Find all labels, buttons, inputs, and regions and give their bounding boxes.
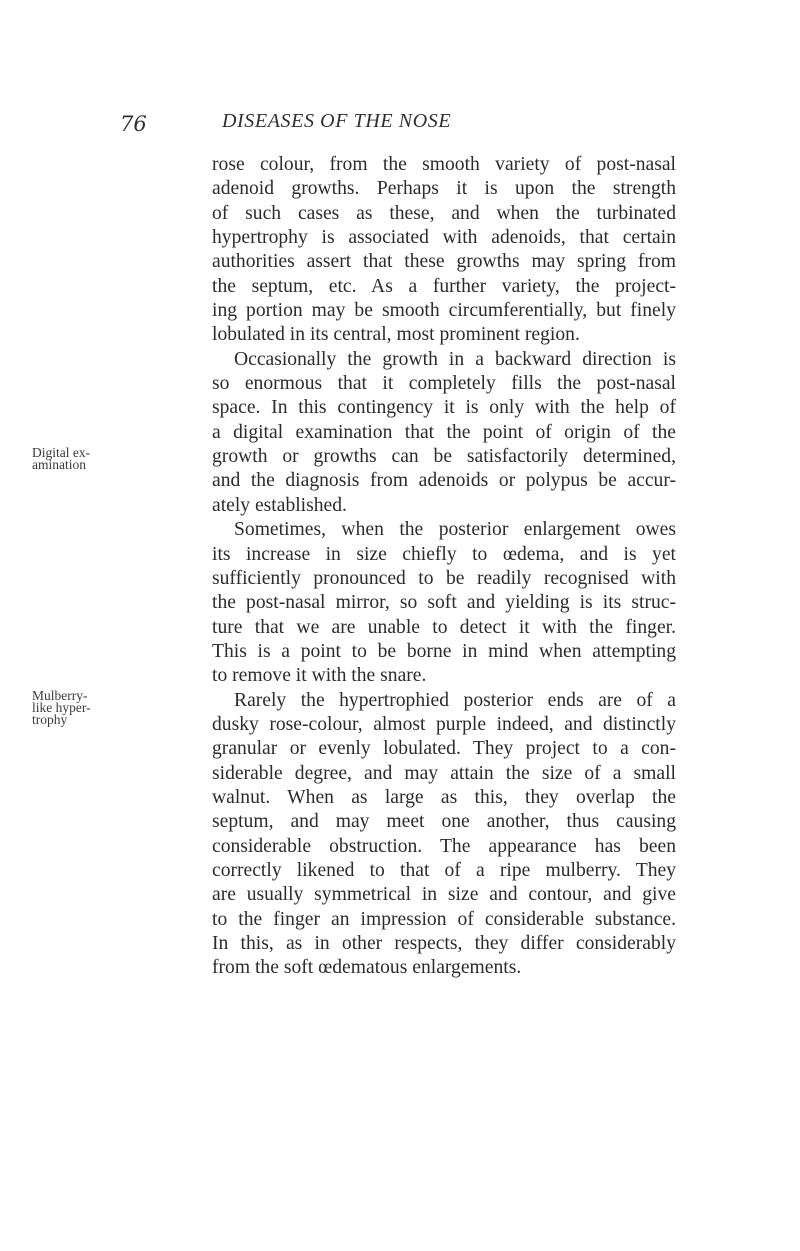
paragraph-start-line: Rarely the hypertrophied posterior ends are of a xyxy=(234,689,676,711)
text-line: siderable degree, and may attain the size of a small xyxy=(212,762,676,784)
margin-note-line: Mulberry- xyxy=(32,688,88,703)
text-line: from the soft œdematous enlargements. xyxy=(212,957,522,979)
text-line: ately established. xyxy=(212,494,347,516)
paragraph-start-line: Sometimes, when the posterior enlargement owes xyxy=(234,519,676,541)
text-line: authorities assert that these growths may spring from xyxy=(212,251,676,273)
text-line: In this, as in other respects, they differ considerably xyxy=(212,933,676,954)
text-line: adenoid growths. Perhaps it is upon the strength xyxy=(212,178,676,200)
running-title: DISEASES OF THE NOSE xyxy=(222,110,452,132)
text-line: ture that we are unable to detect it with the finger. xyxy=(212,616,676,638)
text-line: granular or evenly lobulated. They project to a con- xyxy=(212,738,676,760)
text-line: walnut. When as large as this, they overlap the xyxy=(212,786,676,808)
margin-note-line: Digital ex- xyxy=(32,445,91,460)
text-line: a digital examination that the point of origin of the xyxy=(212,421,676,443)
margin-note-line: trophy xyxy=(32,712,68,727)
text-line: septum, and may meet one another, thus causing xyxy=(212,811,676,833)
text-line: the septum, etc. As a further variety, the project- xyxy=(212,275,676,297)
text-line: This is a point to be borne in mind when attempting xyxy=(212,640,676,662)
text-line: to remove it with the snare. xyxy=(212,665,427,687)
text-line: are usually symmetrical in size and contour, and give xyxy=(212,884,676,906)
text-line: growth or growths can be satisfactorily determined, xyxy=(212,446,676,468)
text-line: the post-nasal mirror, so soft and yielding is its struc- xyxy=(212,592,676,614)
text-line: hypertrophy is associated with adenoids, that certain xyxy=(212,227,676,249)
body-text xyxy=(212,153,676,981)
page-number: 76 xyxy=(120,112,147,136)
margin-note-line: amination xyxy=(32,457,86,472)
text-line: so enormous that it completely fills the post-nasal xyxy=(212,373,676,395)
text-line: rose colour, from the smooth variety of post-nasal xyxy=(212,154,676,175)
text-line: and the diagnosis from adenoids or polypus be accur- xyxy=(212,470,676,492)
margin-note-mulberry-hypertrophy xyxy=(32,690,122,726)
text-line: considerable obstruction. The appearance has been xyxy=(212,835,676,857)
text-line: lobulated in its central, most prominent region. xyxy=(212,324,580,346)
text-line: correctly likened to that of a ripe mulberry. They xyxy=(212,859,676,881)
text-line: space. In this contingency it is only with the help of xyxy=(212,397,676,419)
text-line: its increase in size chiefly to œdema, and is yet xyxy=(212,543,676,565)
margin-note-line: like hyper- xyxy=(32,700,91,715)
text-line: sufficiently pronounced to be readily recognised with xyxy=(212,567,676,589)
text-line: ing portion may be smooth circumferentially, but finely xyxy=(212,300,676,322)
paragraph-start-line: Occasionally the growth in a backward direction is xyxy=(234,348,676,370)
margin-note-digital-examination xyxy=(32,447,122,471)
text-line: of such cases as these, and when the turbinated xyxy=(212,202,676,224)
text-line: to the finger an impression of considerable substance. xyxy=(212,908,676,930)
text-line: dusky rose-colour, almost purple indeed, and distinctly xyxy=(212,713,676,735)
